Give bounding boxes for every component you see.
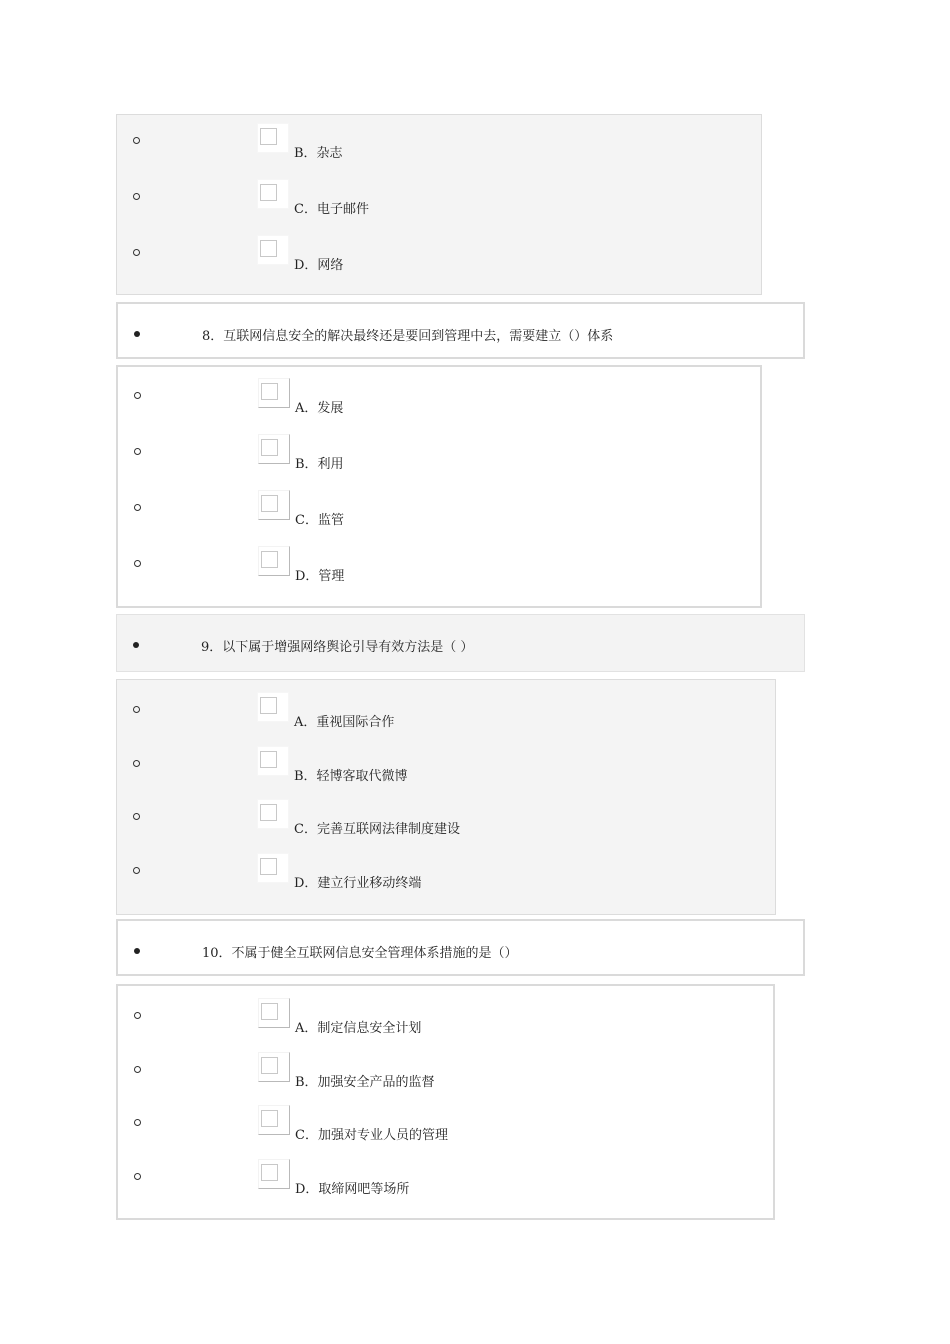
q7-option-c[interactable]: [117, 179, 761, 217]
q8-option-c[interactable]: [118, 490, 760, 528]
checkbox-icon[interactable]: [258, 1052, 290, 1082]
circle-bullet-icon: [133, 813, 140, 820]
checkbox-icon[interactable]: [258, 998, 290, 1028]
q10-option-d[interactable]: [118, 1159, 773, 1197]
q8-options-panel: [116, 365, 762, 608]
q10-option-a[interactable]: [118, 998, 773, 1036]
circle-bullet-icon: [134, 504, 141, 511]
checkbox-icon[interactable]: [257, 692, 289, 722]
circle-bullet-icon: [133, 867, 140, 874]
option-label: C．电子邮件: [294, 202, 369, 217]
circle-bullet-icon: [133, 137, 140, 144]
checkbox-icon[interactable]: [258, 434, 290, 464]
checkbox-icon[interactable]: [257, 123, 289, 153]
option-label: C．加强对专业人员的管理: [295, 1128, 448, 1143]
q9-option-a[interactable]: [117, 692, 775, 730]
circle-bullet-icon: [133, 706, 140, 713]
option-label: C．完善互联网法律制度建设: [294, 822, 460, 837]
disc-bullet-icon: [133, 642, 139, 648]
option-label: B．加强安全产品的监督: [295, 1075, 435, 1090]
q9-question: [116, 614, 805, 672]
circle-bullet-icon: [134, 1066, 141, 1073]
q10-question: [116, 919, 805, 976]
disc-bullet-icon: [134, 948, 140, 954]
circle-bullet-icon: [133, 760, 140, 767]
circle-bullet-icon: [134, 392, 141, 399]
option-label: C．监管: [295, 513, 344, 528]
circle-bullet-icon: [134, 1119, 141, 1126]
checkbox-icon[interactable]: [258, 1105, 290, 1135]
checkbox-icon[interactable]: [258, 490, 290, 520]
option-label: B．轻博客取代微博: [294, 769, 408, 784]
option-label: D．建立行业移动终端: [294, 876, 422, 891]
option-label: D．取缔网吧等场所: [295, 1182, 410, 1197]
q8-option-d[interactable]: [118, 546, 760, 584]
checkbox-icon[interactable]: [257, 235, 289, 265]
option-label: B．杂志: [294, 146, 343, 161]
circle-bullet-icon: [134, 1173, 141, 1180]
q8-question: [116, 302, 805, 359]
option-label: D．管理: [295, 569, 345, 584]
checkbox-icon[interactable]: [257, 799, 289, 829]
question-text: 8．互联网信息安全的解决最终还是要回到管理中去，需要建立（）体系: [202, 329, 614, 344]
circle-bullet-icon: [133, 249, 140, 256]
q7-options-panel: [116, 114, 762, 295]
checkbox-icon[interactable]: [257, 853, 289, 883]
q9-option-d[interactable]: [117, 853, 775, 891]
disc-bullet-icon: [134, 331, 140, 337]
option-label: A．制定信息安全计划: [295, 1021, 422, 1036]
circle-bullet-icon: [133, 193, 140, 200]
circle-bullet-icon: [134, 560, 141, 567]
q10-option-b[interactable]: [118, 1052, 773, 1090]
checkbox-icon[interactable]: [258, 378, 290, 408]
q9-options-panel: [116, 679, 776, 915]
q9-option-c[interactable]: [117, 799, 775, 837]
circle-bullet-icon: [134, 448, 141, 455]
circle-bullet-icon: [134, 1012, 141, 1019]
question-text: 9．以下属于增强网络舆论引导有效方法是（ ）: [201, 640, 474, 655]
checkbox-icon[interactable]: [258, 1159, 290, 1189]
checkbox-icon[interactable]: [257, 746, 289, 776]
q9-option-b[interactable]: [117, 746, 775, 784]
q8-option-a[interactable]: [118, 378, 760, 416]
question-text: 10．不属于健全互联网信息安全管理体系措施的是（）: [202, 946, 518, 961]
option-label: A．重视国际合作: [294, 715, 395, 730]
q8-option-b[interactable]: [118, 434, 760, 472]
option-label: B．利用: [295, 457, 344, 472]
q7-option-b[interactable]: [117, 123, 761, 161]
option-label: D．网络: [294, 258, 344, 273]
option-label: A．发展: [295, 401, 344, 416]
checkbox-icon[interactable]: [258, 546, 290, 576]
q10-option-c[interactable]: [118, 1105, 773, 1143]
checkbox-icon[interactable]: [257, 179, 289, 209]
q10-options-panel: [116, 984, 775, 1220]
q7-option-d[interactable]: [117, 235, 761, 273]
